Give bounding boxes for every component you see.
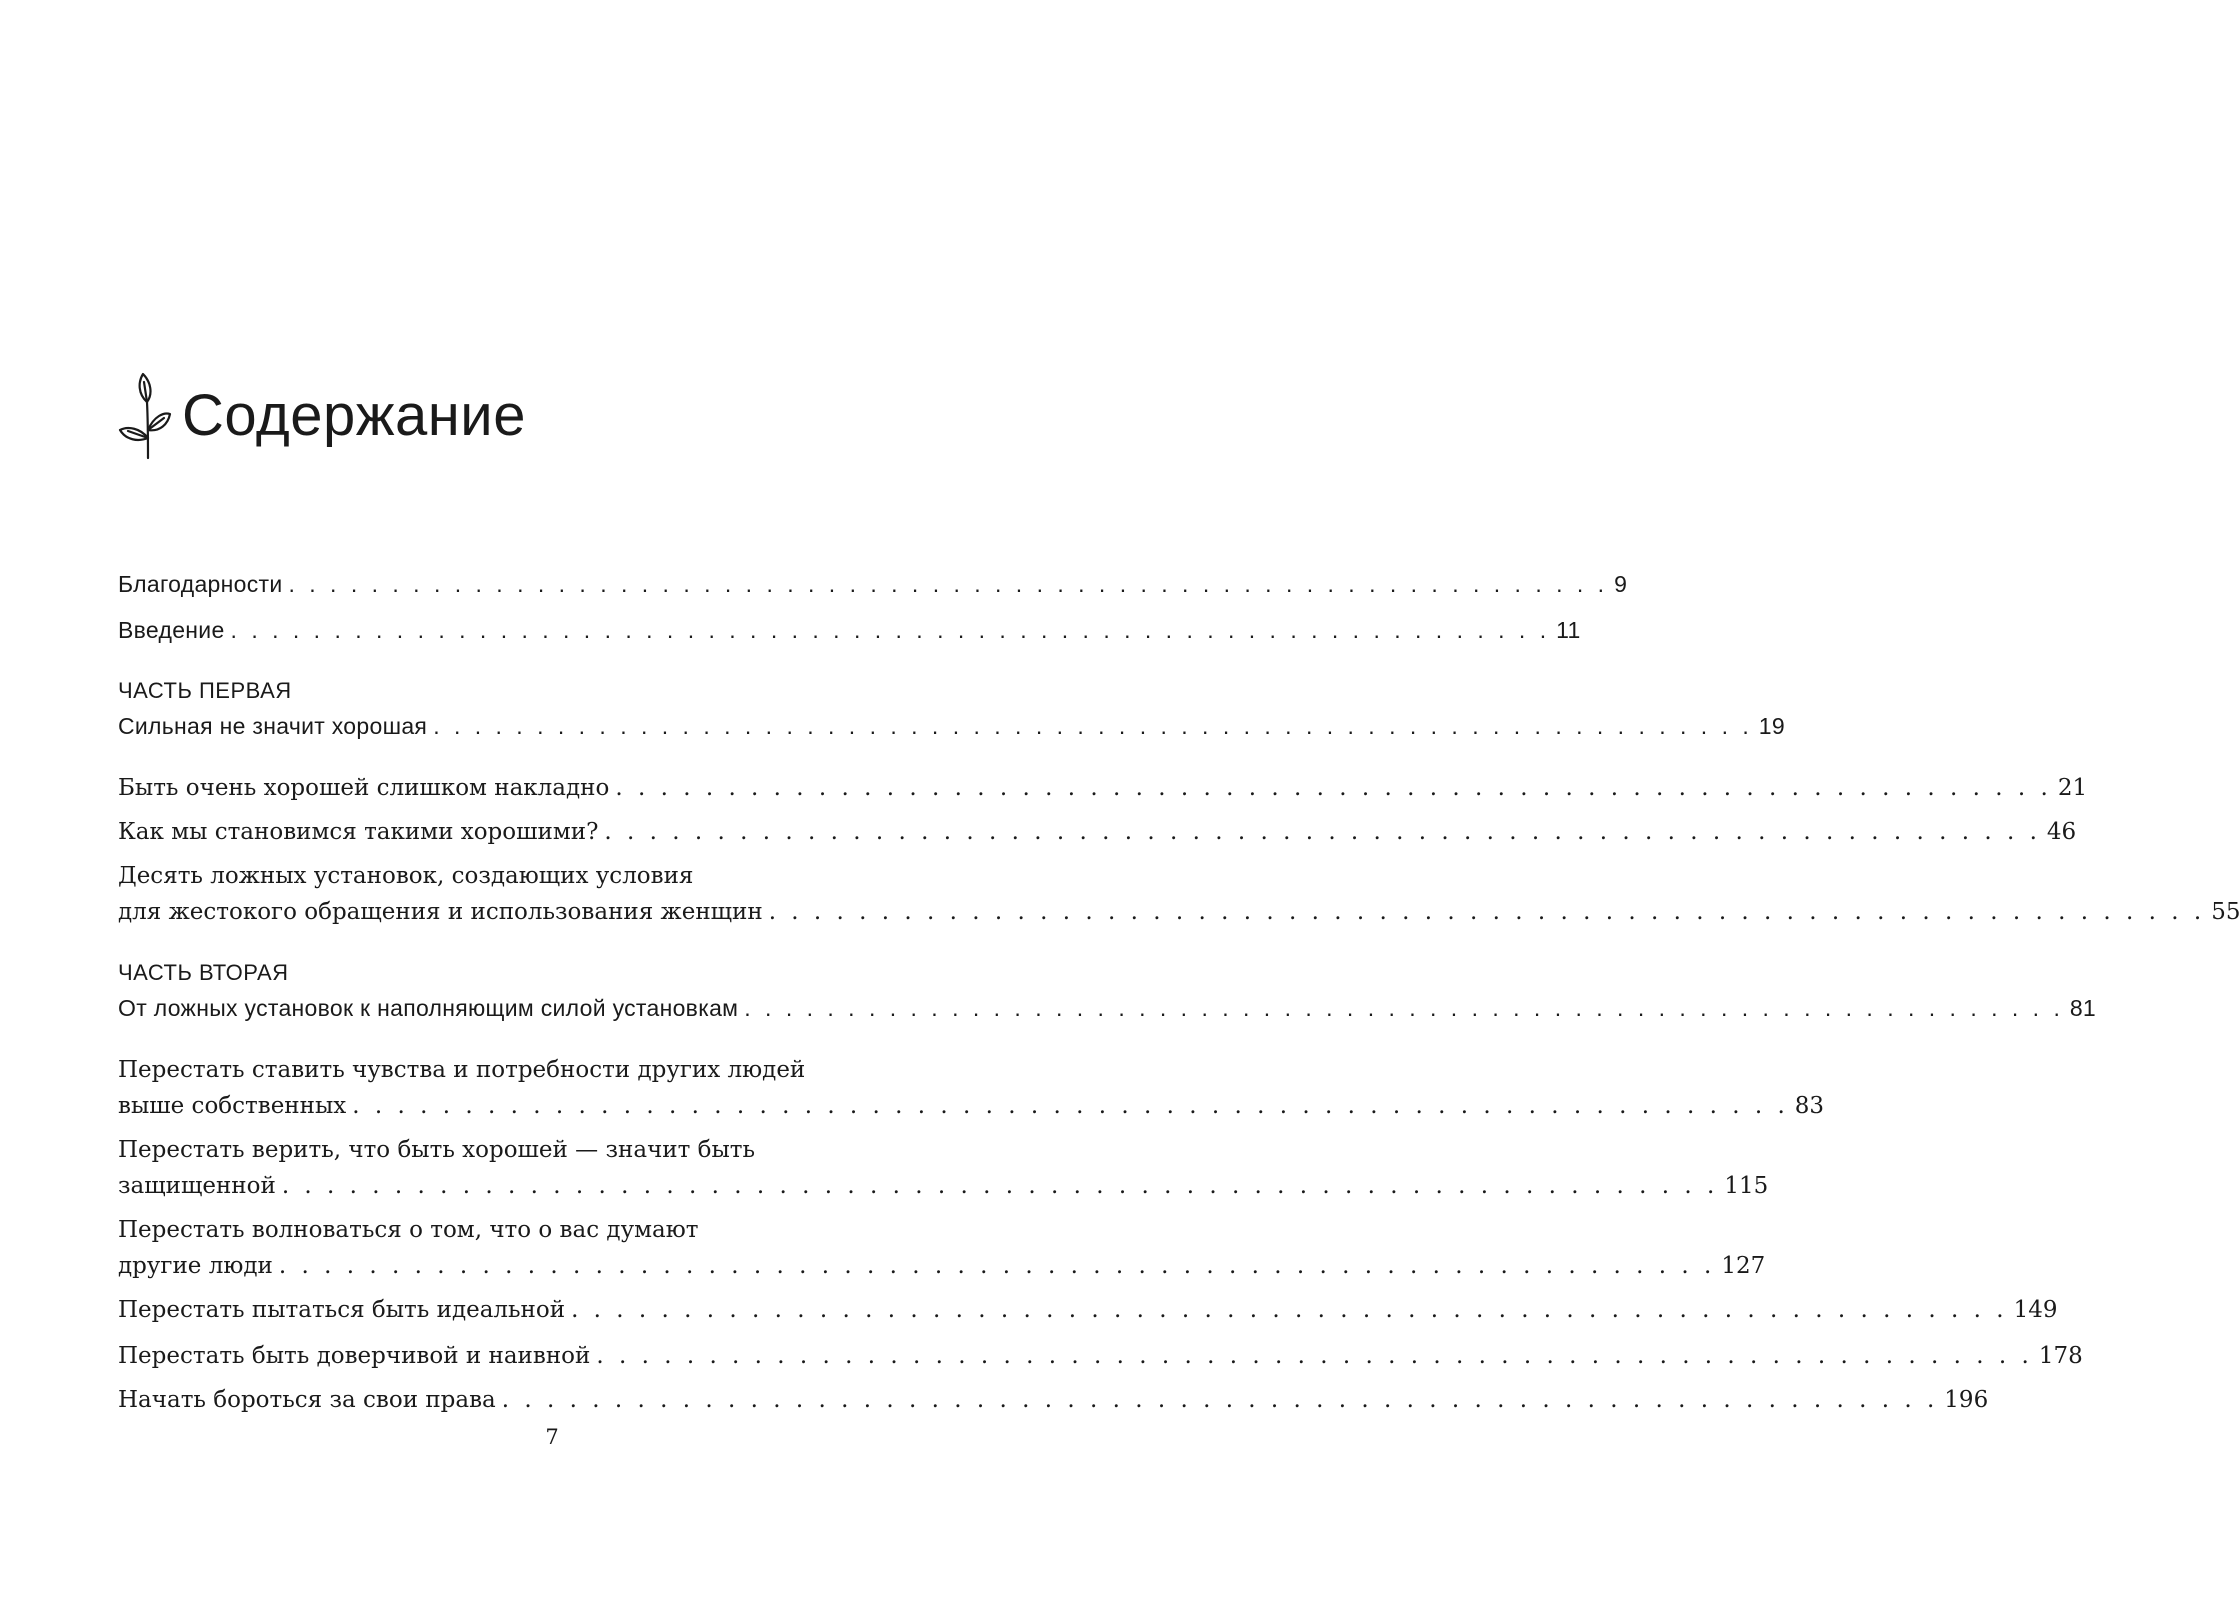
- leader-dots: . . . . . . . . . . . . . . . . . . . . . . . . . . . . . . . . . . . . . . . . . . . . . . . . . . . . . . . . . . . . . . . .: [615, 775, 2052, 801]
- toc-entry-title: Благодарности: [118, 571, 283, 597]
- toc-entry-title: Десять ложных установок, создающих условия: [118, 863, 694, 889]
- toc-entry[interactable]: [118, 770, 2088, 806]
- toc-entry[interactable]: [118, 1382, 1989, 1418]
- toc-page-number: 55: [2211, 899, 2240, 925]
- toc-page-number: 149: [2013, 1297, 2058, 1323]
- toc-entry-title: От ложных установок к наполняющим силой установкам: [118, 995, 739, 1021]
- toc-heading: [118, 372, 526, 460]
- toc-entry[interactable]: [118, 566, 1628, 602]
- toc-entry[interactable]: [118, 1292, 2058, 1328]
- toc-entry-title: Введение: [118, 617, 225, 643]
- page-number: 7: [545, 1425, 559, 1449]
- toc-entry-title: Перестать ставить чувства и потребности других людей: [118, 1057, 806, 1083]
- toc-entry[interactable]: [118, 1132, 1769, 1204]
- leader-dots: . . . . . . . . . . . . . . . . . . . . . . . . . . . . . . . . . . . . . . . . . . . . . . . . . . . . . . . . . . . . . . . .: [230, 617, 1551, 643]
- toc-entry-title: Перестать быть доверчивой и наивной: [118, 1343, 591, 1369]
- toc-page-number: 19: [1758, 713, 1785, 739]
- toc-page-number: 127: [1721, 1253, 1766, 1279]
- toc-entry[interactable]: [118, 1212, 1766, 1284]
- leader-dots: . . . . . . . . . . . . . . . . . . . . . . . . . . . . . . . . . . . . . . . . . . . . . . . . . . . . . . . . . . . . . . . .: [433, 713, 1753, 739]
- leader-dots: . . . . . . . . . . . . . . . . . . . . . . . . . . . . . . . . . . . . . . . . . . . . . . . . . . . . . . . . . . . . . . . .: [501, 1387, 1939, 1413]
- leader-dots: . . . . . . . . . . . . . . . . . . . . . . . . . . . . . . . . . . . . . . . . . . . . . . . . . . . . . . . . . . . . . . . .: [281, 1173, 1719, 1199]
- leader-dots: . . . . . . . . . . . . . . . . . . . . . . . . . . . . . . . . . . . . . . . . . . . . . . . . . . . . . . . . . . . . . . . .: [596, 1343, 2033, 1369]
- toc-page-number: 83: [1794, 1093, 1825, 1119]
- toc-page-number: 21: [2057, 775, 2088, 801]
- leader-dots: . . . . . . . . . . . . . . . . . . . . . . . . . . . . . . . . . . . . . . . . . . . . . . . . . . . . . . . . . . . . . . . .: [571, 1297, 2008, 1323]
- toc-entry-title: Как мы становимся такими хорошими?: [118, 819, 599, 845]
- toc-entry-title: Начать бороться за свои права: [118, 1387, 496, 1413]
- toc-entry-title: защищенной: [118, 1173, 276, 1199]
- leader-dots: . . . . . . . . . . . . . . . . . . . . . . . . . . . . . . . . . . . . . . . . . . . . . . . . . . . . . . . . . . . . . . . .: [604, 819, 2041, 845]
- toc-entry-title: Перестать волноваться о том, что о вас думают: [118, 1217, 699, 1243]
- toc-page-number: 178: [2038, 1343, 2083, 1369]
- leader-dots: . . . . . . . . . . . . . . . . . . . . . . . . . . . . . . . . . . . . . . . . . . . . . . . . . . . . . . . . . . . . . . . .: [278, 1253, 1716, 1279]
- sprout-icon: [118, 372, 172, 460]
- toc-entry-title: Перестать пытаться быть идеальной: [118, 1297, 566, 1323]
- leader-dots: . . . . . . . . . . . . . . . . . . . . . . . . . . . . . . . . . . . . . . . . . . . . . . . . . . . . . . . . . . . . . . . .: [744, 995, 2064, 1021]
- leader-dots: . . . . . . . . . . . . . . . . . . . . . . . . . . . . . . . . . . . . . . . . . . . . . . . . . . . . . . . . . . . . . . . .: [288, 571, 1609, 597]
- toc-page-number: 9: [1614, 571, 1628, 597]
- part-label: ЧАСТЬ ВТОРАЯ: [118, 960, 289, 985]
- toc-page-number: 81: [2069, 995, 2097, 1021]
- toc-page-number: 11: [1556, 617, 1581, 643]
- leader-dots: . . . . . . . . . . . . . . . . . . . . . . . . . . . . . . . . . . . . . . . . . . . . . . . . . . . . . . . . . . . . . . . .: [768, 899, 2206, 925]
- toc-entry-title: Перестать верить, что быть хорошей — значит быть: [118, 1137, 756, 1163]
- toc-entry-title: Быть очень хорошей слишком накладно: [118, 775, 610, 801]
- toc-page-number: 46: [2046, 819, 2077, 845]
- toc-entry[interactable]: [118, 1052, 1825, 1124]
- toc-entry[interactable]: [118, 814, 2077, 850]
- toc-entry[interactable]: [118, 858, 2240, 930]
- toc-entry[interactable]: [118, 1338, 2083, 1374]
- toc-page-number: 196: [1944, 1387, 1989, 1413]
- toc-entry[interactable]: [118, 612, 1581, 648]
- toc-entry-title: другие люди: [118, 1253, 273, 1279]
- page-title: Содержание: [182, 383, 526, 448]
- toc-entry-title: Сильная не значит хорошая: [118, 713, 428, 739]
- toc-entry[interactable]: [118, 990, 2097, 1026]
- toc-page-number: 115: [1724, 1173, 1769, 1199]
- toc-entry[interactable]: [118, 708, 1785, 744]
- toc-entry-title: для жестокого обращения и использования женщин: [118, 899, 763, 925]
- toc-entry-title: выше собственных: [118, 1093, 347, 1119]
- part-label: ЧАСТЬ ПЕРВАЯ: [118, 678, 292, 703]
- leader-dots: . . . . . . . . . . . . . . . . . . . . . . . . . . . . . . . . . . . . . . . . . . . . . . . . . . . . . . . . . . . . . . . .: [352, 1093, 1789, 1119]
